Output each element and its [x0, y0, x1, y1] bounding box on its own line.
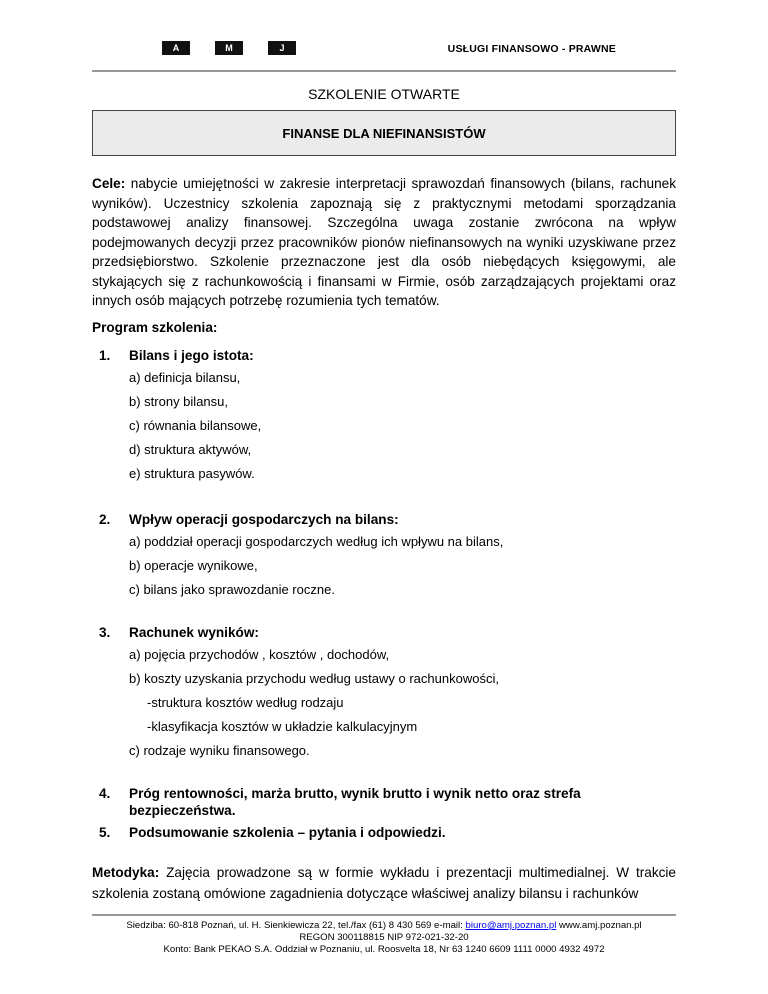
section-title: Rachunek wyników:	[129, 625, 259, 640]
program-section-2	[92, 511, 676, 602]
section-title: Bilans i jego istota:	[129, 348, 254, 363]
section-number: 5.	[99, 825, 111, 840]
section-title: Wpływ operacji gospodarczych na bilans:	[129, 512, 399, 527]
program-section-3	[92, 624, 676, 763]
section-title: Podsumowanie szkolenia – pytania i odpowiedzi.	[129, 825, 446, 840]
document-subtitle: SZKOLENIE OTWARTE	[308, 86, 460, 102]
section-number: 3.	[99, 625, 111, 640]
footer-line-1	[60, 920, 708, 932]
list-item: a) poddział operacji gospodarczych według ich wpływu na bilans,	[129, 534, 504, 549]
list-item: b) koszty uzyskania przychodu według ustawy o rachunkowości,	[129, 671, 499, 686]
section-number: 4.	[99, 786, 111, 801]
list-item: d) struktura aktywów,	[129, 442, 252, 457]
section-title: Próg rentowności, marża brutto, wynik brutto i wynik netto oraz strefa bezpieczeństwa.	[129, 786, 581, 818]
method-label: Metodyka:	[92, 865, 160, 880]
logo-letter-j: J	[268, 41, 296, 55]
logo-letter-m: M	[215, 41, 243, 55]
list-item: c) rodzaje wyniku finansowego.	[129, 743, 310, 758]
list-item: e) struktura pasywów.	[129, 466, 255, 481]
section-number: 2.	[99, 512, 111, 527]
list-item: a) definicja bilansu,	[129, 370, 241, 385]
method-paragraph	[92, 862, 676, 904]
goals-text: nabycie umiejętności w zakresie interpretacji sprawozdań finansowych (bilans, rachunek wyników). Uczestnicy szkolenia zapoznają się z praktycznymi metodami sporządzania podstawowej analizy finansowej. Szczególna uwaga zostanie zwrócona na wpływ podejmowanych decyzji przez pracowników pionów niefinansowych na wyniki uzyskiwane przez przedsiębiorstwo. Szkolenie przeznaczone jest dla osób niebędących księgowymi, ale stykających się z rachunkowością i finansami w Firmie, osób zarządzających projektami oraz innych osób mających potrzebę rozumienia tych tematów.	[92, 176, 676, 308]
footer	[60, 920, 708, 956]
document-title-box	[92, 110, 676, 156]
list-item: b) strony bilansu,	[129, 394, 228, 409]
list-item: c) bilans jako sprawozdanie roczne.	[129, 582, 335, 597]
list-item: c) równania bilansowe,	[129, 418, 262, 433]
program-section-4	[92, 785, 676, 819]
list-subitem: -klasyfikacja kosztów w układzie kalkulacyjnym	[147, 719, 418, 734]
header-divider	[92, 70, 676, 72]
footer-line-3: Konto: Bank PEKAO S.A. Oddział w Poznaniu, ul. Roosvelta 18, Nr 63 1240 6609 1111 0000 4932 4972	[163, 944, 605, 955]
header-tagline: USŁUGI FINANSOWO - PRAWNE	[447, 43, 616, 55]
list-item: a) pojęcia przychodów , kosztów , dochodów,	[129, 647, 390, 662]
goals-label: Cele:	[92, 176, 126, 191]
footer-website: www.amj.poznan.pl	[556, 920, 642, 931]
footer-address: Siedziba: 60-818 Poznań, ul. H. Sienkiewicza 22, tel./fax (61) 8 430 569 e-mail:	[126, 920, 466, 931]
footer-divider	[92, 914, 676, 916]
company-logo	[162, 41, 296, 55]
program-section-1	[92, 347, 676, 486]
method-text: Zajęcia prowadzone są w formie wykładu i prezentacji multimedialnej. W trakcie szkolenia zostaną omówione zagadnienia dotyczące właściwej analizy bilansu i rachunków	[92, 865, 676, 901]
footer-email-link[interactable]: biuro@amj.poznan.pl	[465, 920, 557, 931]
section-number: 1.	[99, 348, 111, 363]
footer-line-2: REGON 300118815 NIP 972-021-32-20	[299, 932, 469, 943]
program-section-5	[92, 824, 676, 841]
logo-letter-a: A	[162, 41, 190, 55]
goals-paragraph	[92, 174, 676, 311]
program-heading: Program szkolenia:	[92, 320, 218, 335]
document-title: FINANSE DLA NIEFINANSISTÓW	[282, 125, 486, 141]
list-subitem: -struktura kosztów według rodzaju	[147, 695, 344, 710]
list-item: b) operacje wynikowe,	[129, 558, 258, 573]
